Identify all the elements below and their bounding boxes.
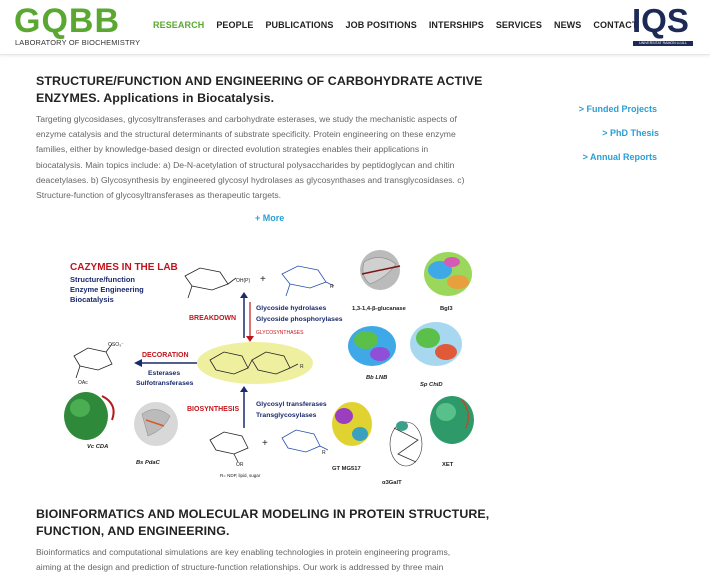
svg-text:OAc: OAc — [78, 380, 88, 386]
breakdown-label: BREAKDOWN — [189, 315, 237, 322]
paragraph-line: deacetylases. b) Glycosynthesis by engineered glycosyl hydrolases as glycosynthases and transglycosidases. c) — [36, 174, 465, 185]
svg-text:R: R — [322, 450, 326, 456]
figure-subtitle: Biocatalysis — [70, 295, 114, 304]
cazymes-diagram — [60, 248, 480, 486]
main-nav — [153, 20, 649, 34]
nav-contact[interactable]: CONTACT — [593, 20, 638, 30]
protein-xet — [430, 396, 474, 444]
protein-bgl3 — [424, 252, 472, 296]
decorated-sugar — [74, 344, 112, 378]
svg-text:OH(P): OH(P) — [236, 278, 251, 284]
iqs-logo[interactable] — [631, 2, 695, 47]
protein-vc-cda — [64, 392, 114, 440]
figure-title: CAZYMES IN THE LAB — [70, 262, 178, 273]
svg-text:+: + — [260, 274, 266, 285]
paragraph-line: biocatalysis. Main topics include: a) De-N-acetylation of structural polysaccharides by peptidoglycan and chitin — [36, 159, 455, 170]
label-glucanase: 1,3-1,4-β-glucanase — [352, 306, 406, 312]
nav-job-positions[interactable]: JOB POSITIONS — [345, 20, 417, 30]
nav-people[interactable]: PEOPLE — [216, 20, 254, 30]
section2-title-line2: FUNCTION, AND ENGINEERING. — [36, 524, 230, 538]
protein-sp-chid — [410, 322, 462, 366]
svg-text:R: R — [300, 364, 304, 370]
label-bgl3: Bgl3 — [440, 306, 453, 312]
section2-title-line1: BIOINFORMATICS AND MOLECULAR MODELING IN PROTEIN STRUCTURE, — [36, 507, 490, 521]
svg-text:+: + — [262, 438, 268, 449]
decoration-label: DECORATION — [142, 352, 189, 359]
iqs-logo-text: IQS — [632, 2, 689, 39]
gqbb-logo[interactable] — [14, 4, 154, 48]
central-highlight — [197, 342, 313, 384]
label-bs-pdac: Bs PdaC — [136, 460, 160, 466]
paragraph-line: families, either by knowledge-based design or directed evolution strategies enables their applications in — [36, 144, 429, 155]
protein-bb-lnb — [348, 326, 396, 366]
protein-bs-pdac — [134, 402, 178, 446]
protein-a3galt — [390, 421, 422, 466]
logo-subtitle: LABORATORY OF BIOCHEMISTRY — [15, 38, 141, 47]
cazymes-figure — [60, 248, 480, 486]
annual-reports-link[interactable]: > Annual Reports — [582, 152, 657, 162]
label-xet: XET — [442, 462, 454, 468]
label-a3galt: α3GalT — [382, 480, 402, 486]
label-bb-lnb: Bb LNB — [366, 375, 388, 381]
nav-publications[interactable]: PUBLICATIONS — [265, 20, 334, 30]
breakdown-enzyme: Glycoside phosphorylases — [256, 316, 343, 323]
label-vc-cda: Vc CDA — [87, 444, 109, 450]
section1-paragraph — [36, 112, 506, 203]
paragraph-line: Structure-function of glycosyltransferases as therapeutic targets. — [36, 190, 282, 201]
figure-subtitle: Structure/function — [70, 275, 135, 284]
label-sp-chid: Sp ChiD — [420, 382, 443, 388]
paragraph-line: Targeting glycosidases, glycosyltransferases and carbohydrate esterases, we study the mechanistic aspects of — [36, 114, 457, 124]
nav-services[interactable]: SERVICES — [495, 20, 542, 30]
section1-title-line1: STRUCTURE/FUNCTION AND ENGINEERING OF CARBOHYDRATE ACTIVE — [36, 74, 483, 88]
protein-glucanase — [360, 250, 400, 290]
nav-interships[interactable]: INTERSHIPS — [428, 20, 484, 30]
paragraph-line: Bioinformatics and computational simulations are key enabling technologies in protein engineering programs, — [36, 547, 451, 557]
section1-title-line2: ENZYMES. Applications in Biocatalysis. — [36, 91, 275, 105]
biosynthesis-enzyme: Transglycosylases — [256, 412, 317, 419]
nav-research[interactable]: RESEARCH — [153, 20, 205, 30]
svg-text:R: R — [330, 284, 334, 290]
funded-projects-link[interactable]: > Funded Projects — [578, 104, 657, 114]
label-gt-mg517: GT MG517 — [332, 466, 361, 472]
decoration-enzyme: Esterases — [148, 370, 181, 377]
phd-thesis-link[interactable]: > PhD Thesis — [602, 128, 659, 138]
decoration-enzyme: Sulfotransferases — [136, 380, 194, 387]
svg-text:OR: OR — [236, 462, 244, 468]
figure-subtitle: Enzyme Engineering — [70, 285, 144, 294]
bottom-sugar-structure — [210, 430, 328, 462]
section2-paragraph — [36, 545, 506, 575]
iqs-logo-bar: UNIVERSITAT RAMON LLULL — [633, 41, 693, 46]
site-header — [0, 0, 710, 55]
biosynthesis-enzyme: Glycosyl transferases — [256, 401, 327, 408]
breakdown-enzyme: Glycoside hydrolases — [256, 305, 327, 312]
r-note: R= NDP, lipid, sugar — [220, 473, 261, 478]
logo-name: GQBB — [14, 2, 120, 40]
glycosynthases-label: GLYCOSYNTHASES — [256, 330, 304, 336]
nav-news[interactable]: NEWS — [553, 20, 582, 30]
svg-text:OSO₃⁻: OSO₃⁻ — [108, 342, 124, 348]
biosynthesis-label: BIOSYNTHESIS — [187, 406, 240, 413]
more-link[interactable]: + More — [255, 213, 285, 223]
paragraph-line: enzyme catalysis and the structural determinants of substrate specificity. Protein engineering on these enzyme — [36, 129, 456, 140]
protein-gt-mg517 — [332, 402, 372, 446]
paragraph-line: aiming at the design and prediction of structure-function relationships. Our work is addressed by three main — [36, 562, 444, 573]
